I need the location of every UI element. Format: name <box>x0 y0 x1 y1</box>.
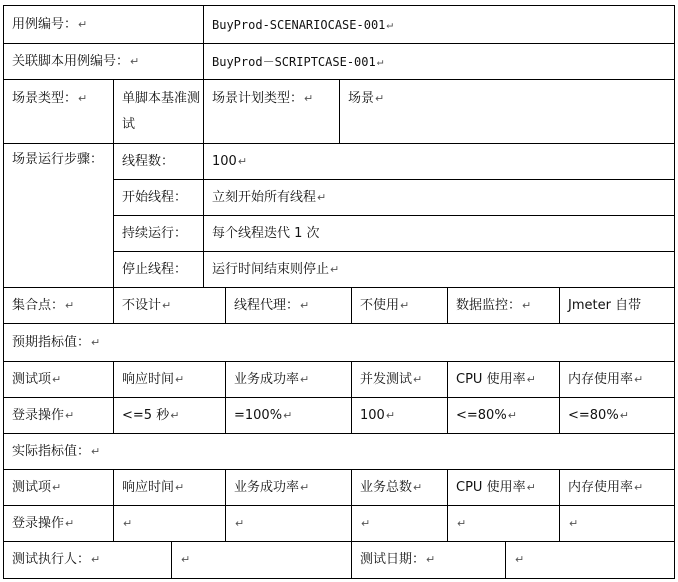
paragraph-mark: ↵ <box>300 298 310 312</box>
expected-value-cell <box>225 397 351 433</box>
monitor-value-cell <box>559 287 675 323</box>
expected-value-cell <box>3 397 113 433</box>
actual-header-cell <box>113 469 225 505</box>
paragraph-mark: ↵ <box>526 480 536 494</box>
plan-type-label-cell <box>203 79 339 143</box>
scene-type-label-cell <box>3 79 113 143</box>
step-row <box>203 251 675 287</box>
executor-value-cell[interactable] <box>171 541 351 579</box>
paragraph-mark: ↵ <box>175 372 185 386</box>
paragraph-mark: ↵ <box>78 17 88 31</box>
paragraph-mark: ↵ <box>361 516 371 530</box>
actual-header-text: 业务成功率 <box>234 479 300 495</box>
paragraph-mark: ↵ <box>181 553 191 566</box>
actual-header-text: 测试项 <box>12 479 52 495</box>
actual-header-text: 内存使用率 <box>568 479 634 495</box>
paragraph-mark: ↵ <box>376 54 384 68</box>
executor-label: 测试执行人： <box>12 552 91 567</box>
case-id-value-cell <box>203 5 675 43</box>
plan-type-label: 场景计划类型： <box>212 91 304 106</box>
paragraph-mark: ↵ <box>65 298 75 312</box>
actual-value-cell[interactable] <box>447 505 559 541</box>
actual-header-cell <box>3 469 113 505</box>
expected-section-label-cell <box>3 323 675 361</box>
paragraph-mark: ↵ <box>569 516 579 530</box>
case-id-label: 用例编号： <box>12 16 78 32</box>
test-case-table <box>3 5 675 579</box>
actual-section-label: 实际指标值： <box>12 443 91 459</box>
actual-header-text: 业务总数 <box>360 479 413 495</box>
scene-type-value-cell <box>113 79 203 143</box>
paragraph-mark: ↵ <box>526 372 536 386</box>
paragraph-mark: ↵ <box>65 408 75 422</box>
script-id-value: BuyProd－SCRIPTCASE-001 <box>212 54 376 69</box>
proxy-label: 线程代理： <box>234 297 300 313</box>
expected-header-text: 业务成功率 <box>234 371 300 387</box>
date-label: 测试日期： <box>360 552 426 567</box>
step-label: 开始线程： <box>122 189 188 205</box>
proxy-value: 不使用 <box>360 297 400 313</box>
paragraph-mark: ↵ <box>78 92 88 105</box>
expected-value-cell <box>351 397 447 433</box>
actual-header-cell <box>351 469 447 505</box>
actual-value-text: 登录操作 <box>12 515 65 531</box>
paragraph-mark: ↵ <box>91 553 101 566</box>
expected-header-cell <box>3 361 113 397</box>
case-id-value: BuyProd-SCENARIOCASE-001 <box>212 17 386 32</box>
proxy-label-cell <box>225 287 351 323</box>
paragraph-mark: ↵ <box>52 372 62 386</box>
step-row <box>203 179 675 215</box>
paragraph-mark: ↵ <box>400 298 410 312</box>
step-row <box>203 215 675 251</box>
proxy-value-cell <box>351 287 447 323</box>
paragraph-mark: ↵ <box>386 17 394 31</box>
actual-header-text: 响应时间 <box>122 479 175 495</box>
gather-value: 不设计 <box>122 297 162 313</box>
monitor-label: 数据监控： <box>456 297 522 313</box>
actual-header-cell <box>559 469 675 505</box>
step-value: 每个线程迭代 1 次 <box>212 225 320 241</box>
paragraph-mark: ↵ <box>91 335 101 349</box>
gather-label-cell <box>3 287 113 323</box>
paragraph-mark: ↵ <box>330 262 340 276</box>
expected-header-text: 并发测试 <box>360 371 413 387</box>
paragraph-mark: ↵ <box>235 516 245 530</box>
step-value: 运行时间结束则停止 <box>212 261 330 277</box>
expected-header-cell <box>351 361 447 397</box>
actual-value-cell[interactable] <box>559 505 675 541</box>
paragraph-mark: ↵ <box>52 480 62 494</box>
expected-value-text: 登录操作 <box>12 407 65 423</box>
actual-header-cell <box>447 469 559 505</box>
expected-value-text: =100% <box>234 407 283 423</box>
gather-label: 集合点： <box>12 297 65 313</box>
paragraph-mark: ↵ <box>130 54 140 68</box>
actual-section-label-cell <box>3 433 675 469</box>
expected-header-text: 内存使用率 <box>568 371 634 387</box>
plan-type-value: 场景 <box>348 91 375 106</box>
expected-value-text: 100 <box>360 407 385 423</box>
step-row <box>113 251 203 287</box>
expected-value-cell <box>559 397 675 433</box>
steps-label: 场景运行步骤： <box>12 152 104 167</box>
plan-type-value-cell <box>339 79 675 143</box>
paragraph-mark: ↵ <box>375 92 385 105</box>
script-id-label-cell <box>3 43 203 79</box>
actual-value-cell[interactable] <box>113 505 225 541</box>
scene-type-label: 场景类型： <box>12 91 78 106</box>
paragraph-mark: ↵ <box>123 516 133 530</box>
paragraph-mark: ↵ <box>170 408 180 422</box>
actual-value-cell[interactable] <box>351 505 447 541</box>
executor-label-cell <box>3 541 171 579</box>
paragraph-mark: ↵ <box>515 553 525 566</box>
date-value-cell[interactable] <box>505 541 675 579</box>
date-label-cell <box>351 541 505 579</box>
gather-value-cell <box>113 287 225 323</box>
step-row <box>203 143 675 179</box>
step-value: 100 <box>212 153 237 169</box>
expected-value-text: <=5 秒 <box>122 407 170 423</box>
paragraph-mark: ↵ <box>634 480 644 494</box>
expected-value-cell <box>447 397 559 433</box>
step-label: 持续运行： <box>122 225 188 241</box>
paragraph-mark: ↵ <box>162 298 172 312</box>
actual-header-cell <box>225 469 351 505</box>
paragraph-mark: ↵ <box>426 553 436 566</box>
script-id-value-cell <box>203 43 675 79</box>
paragraph-mark: ↵ <box>413 480 423 494</box>
step-row <box>113 215 203 251</box>
paragraph-mark: ↵ <box>457 516 467 530</box>
expected-value-cell <box>113 397 225 433</box>
paragraph-mark: ↵ <box>175 480 185 494</box>
actual-header-text: CPU 使用率 <box>456 479 526 495</box>
paragraph-mark: ↵ <box>304 92 314 105</box>
paragraph-mark: ↵ <box>619 408 629 422</box>
paragraph-mark: ↵ <box>237 154 248 168</box>
paragraph-mark: ↵ <box>634 372 644 386</box>
monitor-label-cell <box>447 287 559 323</box>
expected-header-cell <box>447 361 559 397</box>
paragraph-mark: ↵ <box>413 372 423 386</box>
actual-value-cell[interactable] <box>225 505 351 541</box>
paragraph-mark: ↵ <box>91 444 101 458</box>
expected-section-label: 预期指标值： <box>12 334 91 350</box>
paragraph-mark: ↵ <box>65 516 75 530</box>
expected-header-cell <box>113 361 225 397</box>
step-label: 线程数： <box>122 153 175 169</box>
step-row <box>113 179 203 215</box>
expected-value-text: <=80% <box>568 407 619 423</box>
expected-header-cell <box>225 361 351 397</box>
steps-label-cell <box>3 143 113 287</box>
step-value: 立刻开始所有线程 <box>212 189 317 205</box>
step-label: 停止线程： <box>122 261 188 277</box>
paragraph-mark: ↵ <box>283 408 293 422</box>
scene-type-value: 单脚本基准测试 <box>122 90 201 132</box>
paragraph-mark: ↵ <box>522 298 532 312</box>
paragraph-mark: ↵ <box>385 408 396 422</box>
actual-value-cell <box>3 505 113 541</box>
paragraph-mark: ↵ <box>300 372 310 386</box>
monitor-value: Jmeter 自带 <box>568 297 642 313</box>
paragraph-mark: ↵ <box>507 408 517 422</box>
expected-header-text: 响应时间 <box>122 371 175 387</box>
expected-value-text: <=80% <box>456 407 507 423</box>
expected-header-cell <box>559 361 675 397</box>
step-row <box>113 143 203 179</box>
expected-header-text: CPU 使用率 <box>456 371 526 387</box>
script-id-label: 关联脚本用例编号： <box>12 53 130 69</box>
expected-header-text: 测试项 <box>12 371 52 387</box>
paragraph-mark: ↵ <box>317 190 327 204</box>
paragraph-mark: ↵ <box>300 480 310 494</box>
case-id-label-cell <box>3 5 203 43</box>
